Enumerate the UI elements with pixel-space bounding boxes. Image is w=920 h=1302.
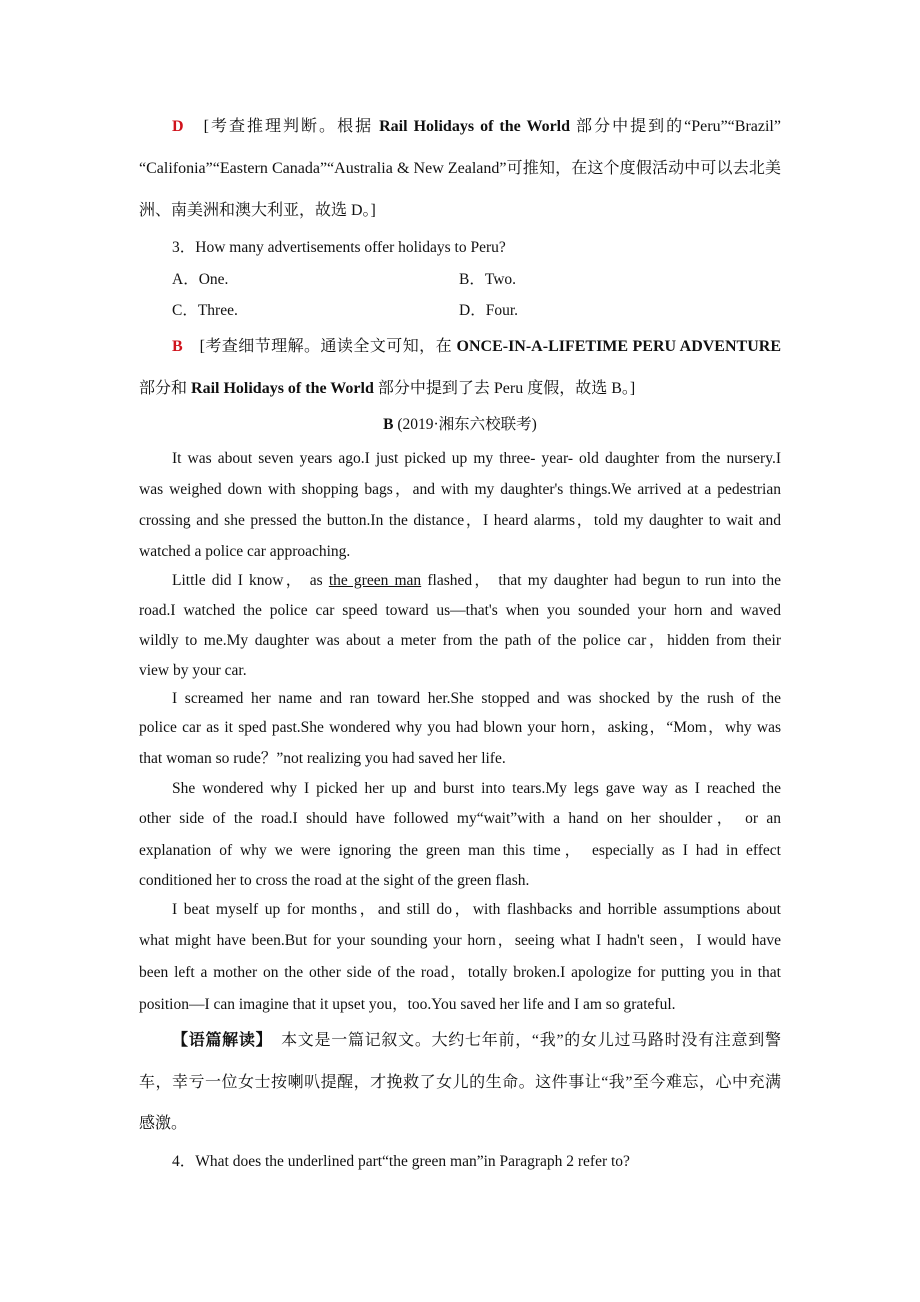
passage-p2-text: Little did I know， as: [172, 572, 329, 589]
q3-answer-text-tail: 部分中提到了去 Peru 度假，故选 B。]: [373, 380, 636, 397]
q3-option-c: C．Three.: [172, 302, 238, 319]
passage-p1-line-4: watched a police car approaching.: [139, 543, 351, 560]
passage-p4-line-2: other side of the road.I should have followed my“wait”with a hand on her shoulder， or an: [139, 810, 781, 827]
passage-p2-text-tail: flashed， that my daughter had begun to run into the: [421, 572, 781, 589]
passage-p5-line-4: position—I can imagine that it upset you，too.You saved her life and I am so grateful.: [139, 996, 676, 1013]
q3-answer-bold-section-2: Rail Holidays of the World: [191, 380, 374, 397]
passage-p1-line-3: crossing and she pressed the button.In the distance，I heard alarms，told my daughter to wait and: [139, 512, 781, 529]
analysis-text: 本文是一篇记叙文。大约七年前，“我”的女儿过马路时没有注意到警: [264, 1032, 781, 1049]
passage-p1-line-2: was weighed down with shopping bags，and with my daughter's things.We arrived at a pedestrian: [139, 481, 781, 498]
passage-p3-line-3: that woman so rude？”not realizing you had saved her life.: [139, 750, 506, 767]
section-b-heading: [139, 415, 781, 435]
passage-p5-line-3: been left a mother on the other side of the road，totally broken.I apologize for putting you in that: [139, 964, 781, 981]
q3-answer-line-1: [139, 337, 781, 357]
q2-answer-line-3: 洲、南美洲和澳大利亚，故选 D。]: [139, 202, 376, 219]
q2-answer-line-2: “Califonia”“Eastern Canada”“Australia & New Zealand”可推知，在这个度假活动中可以去北美: [139, 160, 781, 177]
analysis-line-3: 感激。: [139, 1115, 188, 1132]
section-b-letter: B: [383, 416, 394, 433]
passage-p2-line-2: road.I watched the police car speed toward us—that's when you sounded your horn and waved: [139, 602, 781, 619]
q2-answer-letter: D: [172, 118, 184, 135]
q2-answer-text: [考查推理判断。根据: [203, 118, 380, 135]
passage-p2-line-4: view by your car.: [139, 662, 247, 679]
analysis-line-1: [139, 1031, 781, 1051]
q2-answer-bold-section: Rail Holidays of the World: [379, 118, 571, 135]
q3-answer-letter: B: [172, 338, 183, 355]
passage-p5-line-2: what might have been.But for your sounding your horn，seeing what I hadn't seen，I would have: [139, 932, 781, 949]
passage-p3-line-2: police car as it sped past.She wondered why you had blown your horn，asking，“Mom，why was: [139, 719, 781, 736]
q2-answer-line-1: [139, 117, 781, 137]
q4-stem: 4．What does the underlined part“the green man”in Paragraph 2 refer to?: [172, 1153, 630, 1170]
q3-option-d: D．Four.: [459, 302, 518, 319]
passage-p4-line-3: explanation of why we were ignoring the green man this time， especially as I had in effect: [139, 842, 781, 859]
passage-p3-line-1: I screamed her name and ran toward her.She stopped and was shocked by the rush of the: [172, 690, 781, 707]
q3-answer-text-2: 部分和: [139, 380, 192, 397]
underlined-green-man: the green man: [328, 572, 422, 589]
section-b-source: (2019·湘东六校联考): [393, 416, 537, 433]
q3-option-a: A．One.: [172, 271, 229, 288]
analysis-label: 【语篇解读】: [172, 1032, 265, 1049]
passage-p4-line-1: She wondered why I picked her up and burst into tears.My legs gave way as I reached the: [172, 780, 781, 797]
passage-p2-line-3: wildly to me.My daughter was about a meter from the path of the police car，hidden from their: [139, 632, 781, 649]
passage-p4-line-4: conditioned her to cross the road at the sight of the green flash.: [139, 872, 530, 889]
q3-answer-line-2: [139, 379, 781, 399]
q3-option-b: B．Two.: [459, 271, 517, 288]
analysis-line-2: 车，幸亏一位女士按喇叭提醒，才挽救了女儿的生命。这件事让“我”至今难忘，心中充满: [139, 1074, 781, 1091]
q3-answer-bold-section: ONCE-IN-A-LIFETIME PERU ADVENTURE: [456, 338, 781, 355]
passage-p1-line-1: It was about seven years ago.I just picked up my three- year- old daughter from the nursery.I: [172, 450, 781, 467]
q3-stem: 3．How many advertisements offer holidays to Peru?: [172, 239, 506, 256]
passage-p2-line-1: [139, 571, 781, 591]
q3-answer-text: [考查细节理解。通读全文可知，在: [199, 338, 457, 355]
passage-p5-line-1: I beat myself up for months，and still do，with flashbacks and horrible assumptions about: [172, 901, 781, 918]
q2-answer-text-tail: 部分中提到的“Peru”“Brazil”: [570, 118, 781, 135]
